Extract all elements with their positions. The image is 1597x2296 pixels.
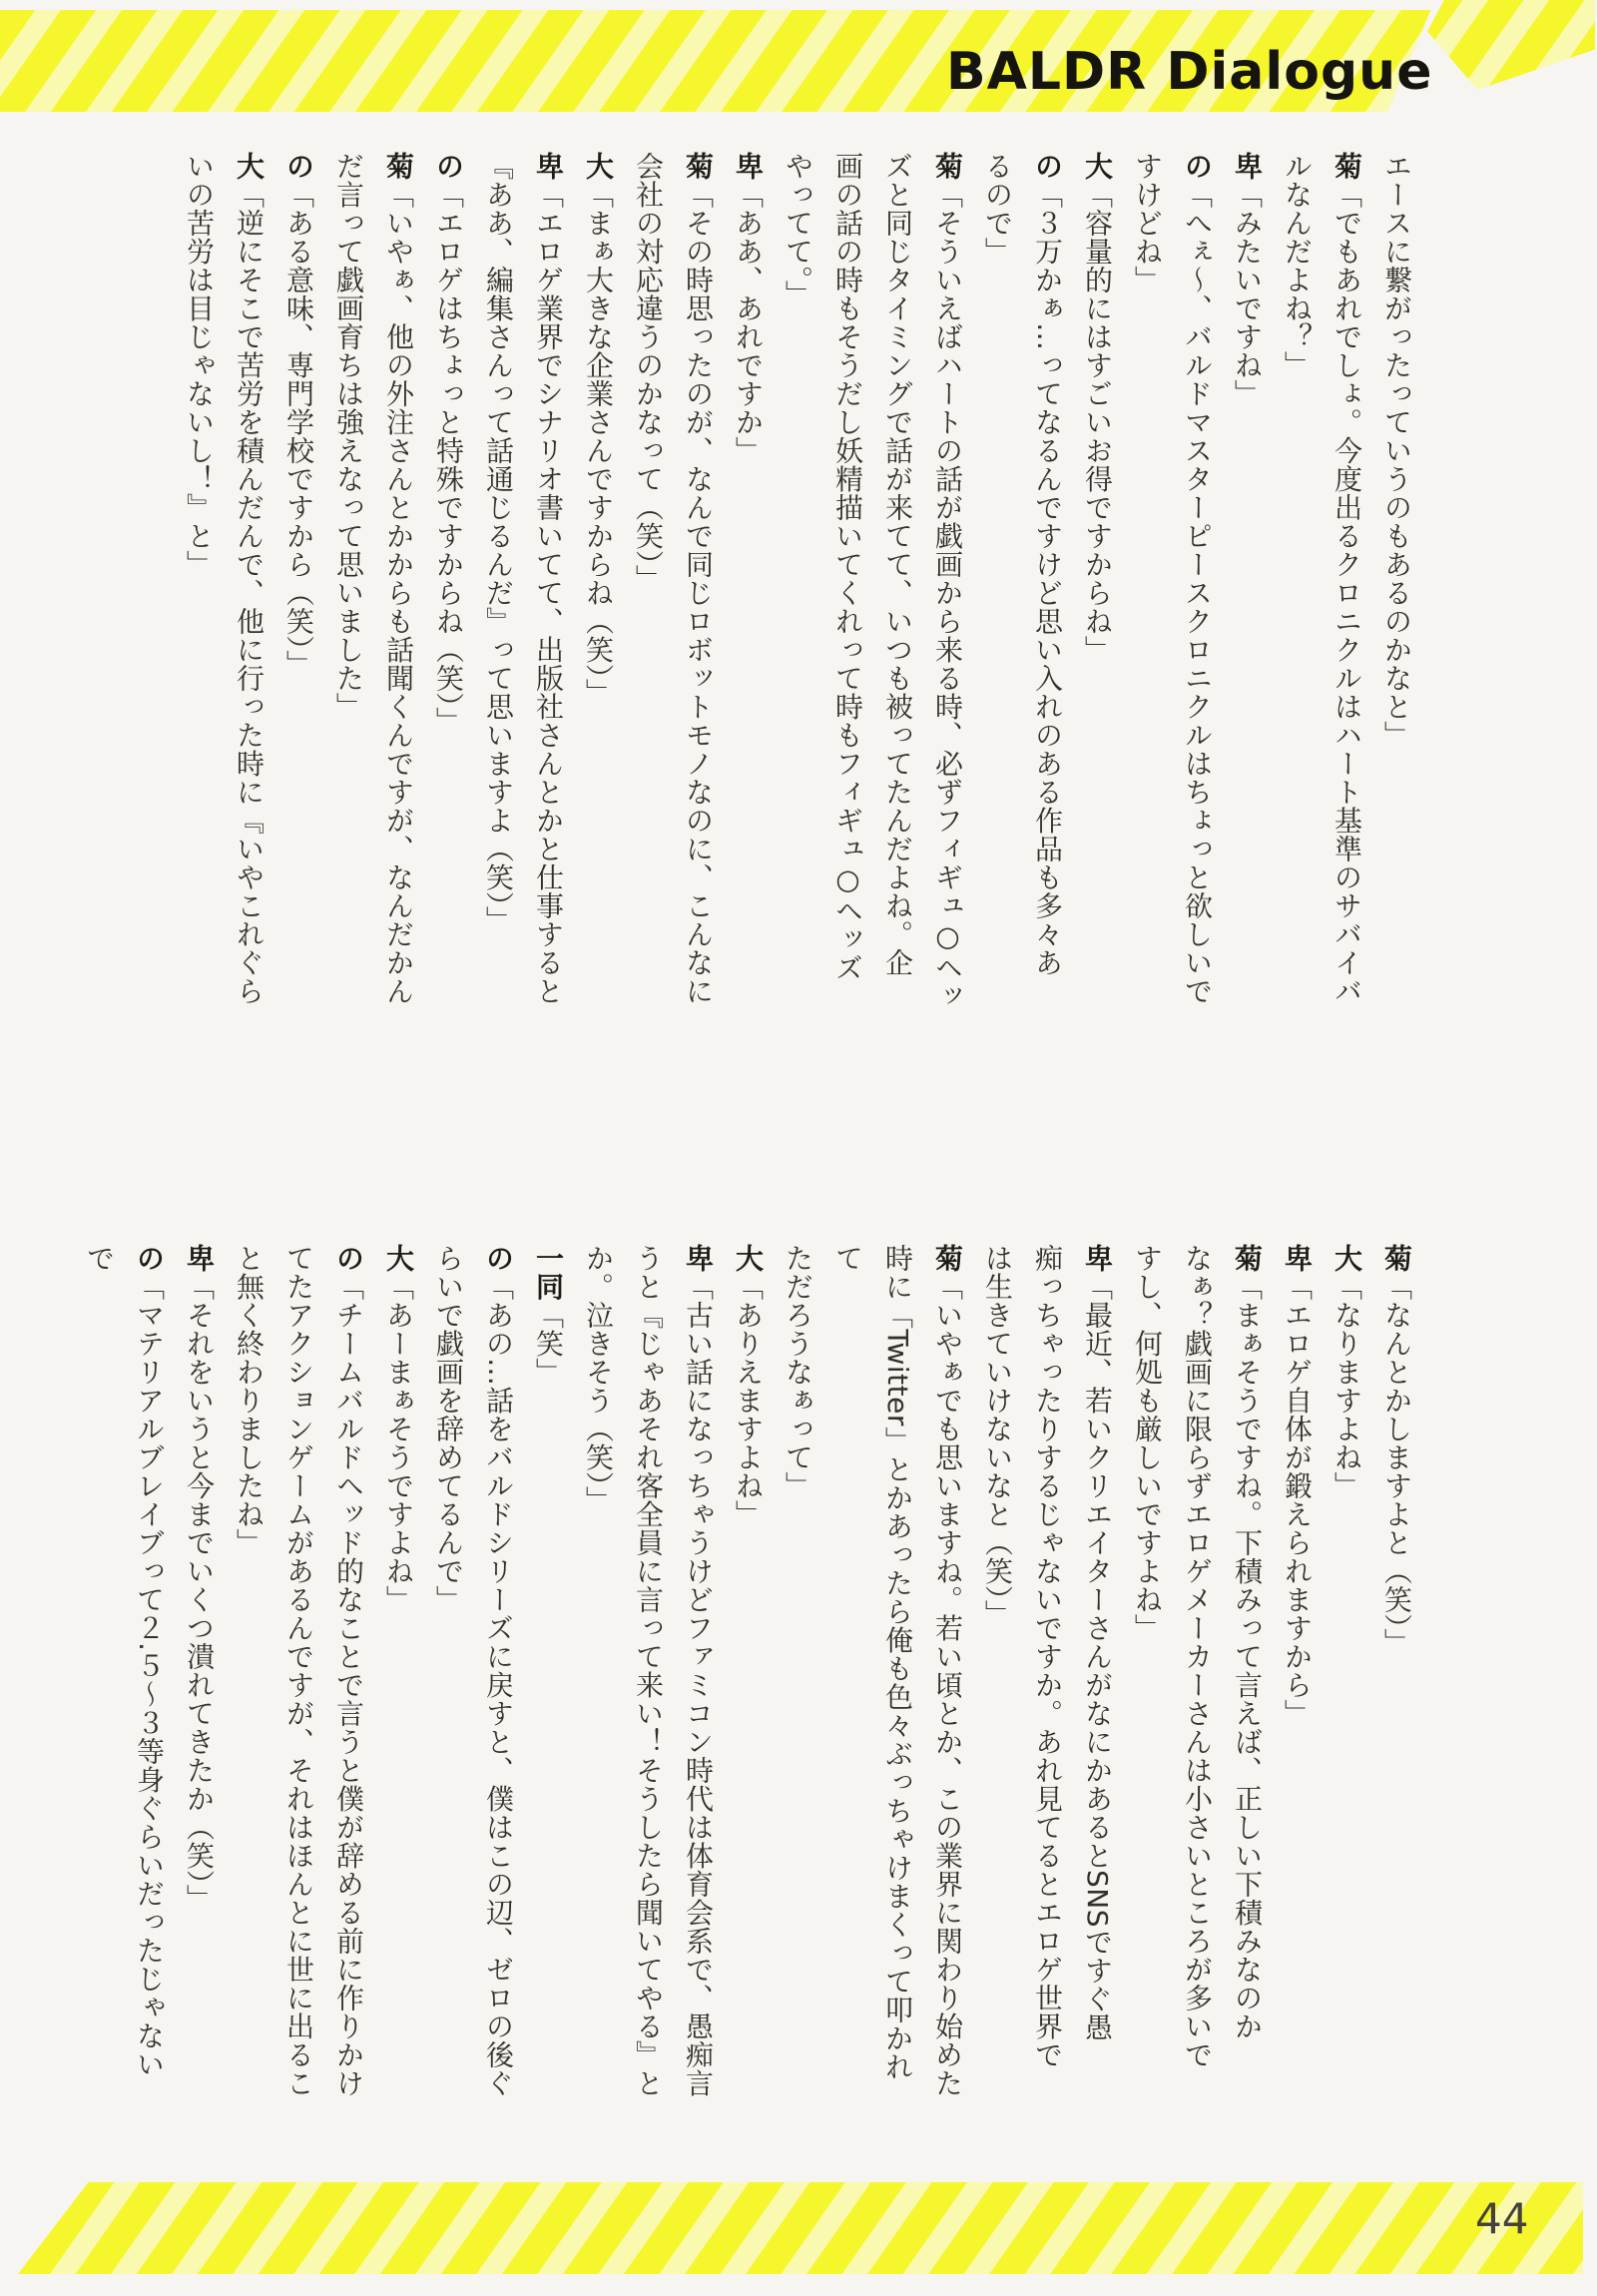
dialogue-column: 卑「それをいうと今までいくつ潰れてきたか（笑）」 — [183, 1244, 216, 1913]
speaker-label: の — [1031, 152, 1064, 181]
dialogue-column: 菊「いやぁでも思いますね。若い頃とか、この業界に関わり始めた — [931, 1244, 964, 2097]
speaker-label: 卑 — [682, 1244, 715, 1273]
dialogue-column: の「エロゲはちょっと特殊ですからね（笑）」 — [432, 152, 465, 736]
speaker-label: 卑 — [183, 1244, 216, 1273]
dialogue-column: すけどね」 — [1131, 152, 1164, 294]
dialogue-column: ズと同じタイミングで話が来てて、いつも被ってたんだよね。企 — [881, 152, 914, 977]
speaker-label: 一同 — [532, 1244, 565, 1301]
dialogue-column: 大「あーまぁそうですよね」 — [382, 1244, 415, 1614]
dialogue-column: か。泣きそう（笑）」 — [582, 1244, 615, 1514]
dialogue-column: と無く終わりましたね」 — [233, 1244, 266, 1557]
dialogue-column: 卑「最近、若いクリエイターさんがなにかあるとSNSですぐ愚 — [1081, 1244, 1114, 2041]
speaker-label: 大 — [1081, 152, 1114, 181]
dialogue-column: の「ある意味、専門学校ですから（笑）」 — [282, 152, 315, 679]
dialogue-column: やってて。」 — [782, 152, 814, 308]
speaker-label: 大 — [582, 152, 615, 181]
speaker-label: の — [482, 1244, 515, 1273]
dialogue-column: は生きていけないなと（笑）」 — [981, 1244, 1014, 1628]
dialogue-column: 卑「ああ、あれですか」 — [732, 152, 765, 465]
dialogue-column: なぁ？戯画に限らずエロゲメーカーさんは小さいところが多いで — [1181, 1244, 1214, 2069]
speaker-label: 菊 — [931, 152, 964, 181]
dialogue-column: ルなんだよね？」 — [1281, 152, 1314, 379]
dialogue-column: 時に「Twitter」とかあったら俺も色々ぶっちゃけまくって叩かれて — [831, 1244, 914, 2081]
speaker-label: 卑 — [532, 152, 565, 181]
dialogue-column: 画の話の時もそうだし妖精描いてくれって時もフィギュ○ヘッズ — [831, 152, 864, 982]
speaker-label: 卑 — [732, 152, 765, 181]
speaker-label: 卑 — [1081, 1244, 1114, 1273]
dialogue-column: 菊「まぁそうですね。下積みって言えば、正しい下積みなのか — [1231, 1244, 1264, 2040]
dialogue-column: 菊「そういえばハートの話が戯画から来る時、必ずフィギュ○ヘッ — [931, 152, 964, 1010]
dialogue-column: 卑「みたいですね」 — [1231, 152, 1264, 408]
dialogue-column: 菊「いやぁ、他の外注さんとかからも話聞くんですが、なんだかん — [382, 152, 415, 1005]
speaker-label: 菊 — [1380, 1244, 1413, 1273]
dialogue-column: 『ああ、編集さんって話通じるんだ』って思いますよ（笑）」 — [482, 152, 515, 934]
speaker-label: の — [1181, 152, 1214, 181]
dialogue-column: 痴っちゃったりするじゃないですか。あれ見てるとエロゲ世界で — [1031, 1244, 1064, 2069]
speaker-label: 菊 — [382, 152, 415, 181]
dialogue-column: 菊「なんとかしますよと（笑）」 — [1380, 1244, 1413, 1657]
dialogue-column: 会社の対応違うのかなって（笑）」 — [632, 152, 665, 593]
speaker-label: 大 — [233, 152, 266, 181]
speaker-label: 菊 — [1231, 1244, 1264, 1273]
dialogue-column: うと『じゃあそれ客全員に言って来い！そうしたら聞いてやる』と — [632, 1244, 665, 2097]
dialogue-column: 大「逆にそこで苦労を積んだんで、他に行った時に『いやこれぐら — [233, 152, 266, 1005]
dialogue-column: 大「ありえますよね」 — [732, 1244, 765, 1528]
speaker-label: 大 — [382, 1244, 415, 1273]
dialogue-column: の「あの…話をバルドシリーズに戻すと、僕はこの辺、ゼロの後ぐ — [482, 1244, 515, 2097]
dialogue-column: の「マテリアルブレイブって２.５～３等身ぐらいだったじゃないで — [83, 1244, 166, 2078]
dialogue-column: 一同「笑」 — [532, 1244, 565, 1387]
speaker-label: 卑 — [1281, 1244, 1314, 1273]
speaker-label: 卑 — [1231, 152, 1264, 181]
dialogue-column: の「３万かぁ…ってなるんですけど思い入れのある作品も多々あ — [1031, 152, 1064, 977]
bottom-stripe-banner — [18, 2182, 1583, 2274]
dialogue-column: の「へぇ～、バルドマスターピースクロニクルはちょっと欲しいで — [1181, 152, 1214, 1005]
speaker-label: の — [133, 1244, 166, 1273]
dialogue-column: の「チームバルドヘッド的なことで言うと僕が辞める前に作りかけ — [332, 1244, 365, 2097]
dialogue-column: らいで戯画を辞めてるんで」 — [432, 1244, 465, 1614]
dialogue-column: 卑「古い話になっちゃうけどファミコン時代は体育会系で、愚痴言 — [682, 1244, 715, 2097]
dialogue-column: だ言って戯画育ちは強えなって思いました」 — [332, 152, 365, 721]
dialogue-column: すし、何処も厳しいですよね」 — [1131, 1244, 1164, 1642]
dialogue-top-block — [162, 152, 1421, 1010]
dialogue-column: 卑「エロゲ業界でシナリオ書いてて、出版社さんとかと仕事すると — [532, 152, 565, 1005]
dialogue-column: るので」 — [981, 152, 1014, 266]
dialogue-column: 大「まぁ大きな企業さんですからね（笑）」 — [582, 152, 615, 707]
dialogue-column: ただろうなぁって」 — [782, 1244, 814, 1500]
dialogue-column: てたアクションゲームがあるんですが、それはほんとに世に出るこ — [282, 1244, 315, 2097]
dialogue-column: エースに繋がったっていうのもあるのかなと」 — [1380, 152, 1413, 750]
dialogue-column: 菊「その時思ったのが、なんで同じロボットモノなのに、こんなに — [682, 152, 715, 1005]
speaker-label: 菊 — [931, 1244, 964, 1273]
dialogue-column: 卑「エロゲ自体が鍛えられますから」 — [1281, 1244, 1314, 1728]
speaker-label: 大 — [732, 1244, 765, 1273]
top-right-corner-stripe — [1427, 0, 1595, 90]
dialogue-column: いの苦労は目じゃないし！』と」 — [183, 152, 216, 579]
page-number: 44 — [1475, 2194, 1529, 2243]
speaker-label: の — [332, 1244, 365, 1273]
speaker-label: 菊 — [1331, 152, 1363, 181]
dialogue-column: 菊「でもあれでしょ。今度出るクロニクルはハート基準のサバイバ — [1331, 152, 1363, 1005]
dialogue-bottom-block — [83, 1244, 1421, 2102]
page-title: BALDR Dialogue — [946, 42, 1433, 102]
speaker-label: 大 — [1331, 1244, 1363, 1273]
speaker-label: の — [432, 152, 465, 181]
dialogue-column: 大「容量的にはすごいお得ですからね」 — [1081, 152, 1114, 664]
speaker-label: の — [282, 152, 315, 181]
speaker-label: 菊 — [682, 152, 715, 181]
dialogue-column: 大「なりますよね」 — [1331, 1244, 1363, 1500]
